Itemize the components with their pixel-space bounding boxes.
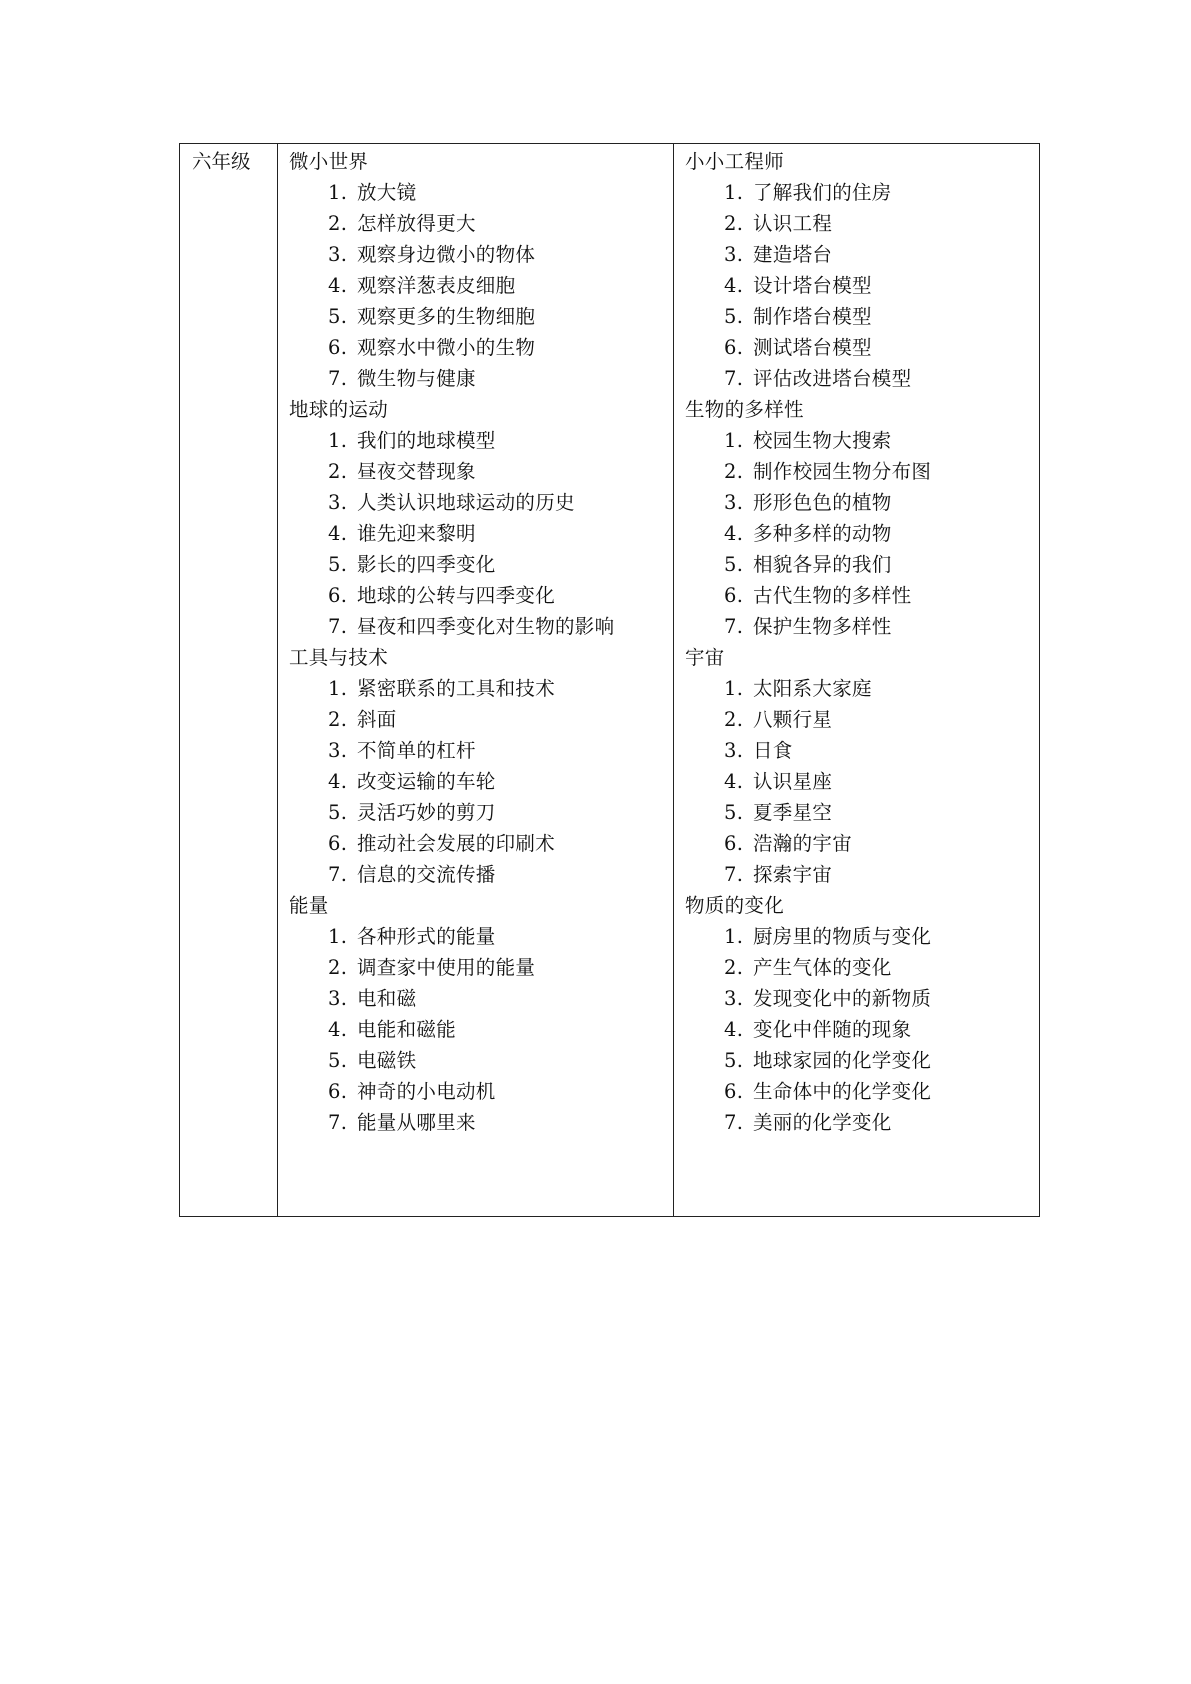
lesson-number: 5. xyxy=(724,305,744,328)
lesson-item xyxy=(289,859,673,890)
lesson-item xyxy=(685,766,1039,797)
lesson-title: 发现变化中的新物质 xyxy=(753,987,932,1010)
lesson-item xyxy=(685,270,1039,301)
lesson-item xyxy=(685,518,1039,549)
lesson-number: 4. xyxy=(724,1018,744,1041)
lesson-item xyxy=(685,549,1039,580)
lesson-title: 认识工程 xyxy=(753,212,833,235)
lesson-item xyxy=(289,177,673,208)
lesson-number: 3. xyxy=(724,491,744,514)
lesson-item xyxy=(685,735,1039,766)
lesson-item xyxy=(685,828,1039,859)
lesson-item xyxy=(289,1107,673,1138)
unit-title: 生物的多样性 xyxy=(685,398,804,421)
lesson-title: 人类认识地球运动的历史 xyxy=(357,491,575,514)
lesson-item xyxy=(289,766,673,797)
lesson-title: 生命体中的化学变化 xyxy=(753,1080,932,1103)
lesson-number: 7. xyxy=(328,615,348,638)
lesson-number: 2. xyxy=(328,212,348,235)
lesson-number: 5. xyxy=(724,553,744,576)
lesson-title: 制作校园生物分布图 xyxy=(753,460,932,483)
grade-label: 六年级 xyxy=(192,150,251,173)
lesson-item xyxy=(289,735,673,766)
lesson-number: 7. xyxy=(724,615,744,638)
unit-title: 能量 xyxy=(289,894,329,917)
unit-title: 地球的运动 xyxy=(289,398,389,421)
lesson-item xyxy=(685,952,1039,983)
lesson-number: 2. xyxy=(328,708,348,731)
lesson-number: 2. xyxy=(328,460,348,483)
lesson-title: 能量从哪里来 xyxy=(357,1111,476,1134)
lesson-item xyxy=(685,208,1039,239)
lesson-title: 了解我们的住房 xyxy=(753,181,892,204)
units-column-2 xyxy=(674,144,1039,1216)
lesson-number: 1. xyxy=(724,677,744,700)
lesson-title: 多种多样的动物 xyxy=(753,522,892,545)
lesson-number: 5. xyxy=(724,801,744,824)
curriculum-table xyxy=(179,143,1040,1217)
lesson-item xyxy=(289,673,673,704)
lesson-number: 7. xyxy=(328,863,348,886)
lesson-number: 4. xyxy=(724,522,744,545)
lesson-title: 日食 xyxy=(753,739,793,762)
unit-title: 宇宙 xyxy=(685,646,725,669)
lesson-item xyxy=(685,1107,1039,1138)
lesson-title: 信息的交流传播 xyxy=(357,863,496,886)
lesson-title: 怎样放得更大 xyxy=(357,212,476,235)
lesson-title: 浩瀚的宇宙 xyxy=(753,832,853,855)
lesson-number: 3. xyxy=(724,739,744,762)
lesson-item xyxy=(685,1014,1039,1045)
lesson-item xyxy=(685,456,1039,487)
lesson-title: 太阳系大家庭 xyxy=(753,677,872,700)
lesson-item xyxy=(289,456,673,487)
lesson-number: 3. xyxy=(724,987,744,1010)
lesson-item xyxy=(289,518,673,549)
lesson-number: 4. xyxy=(328,522,348,545)
lesson-number: 4. xyxy=(328,274,348,297)
lesson-title: 调查家中使用的能量 xyxy=(357,956,536,979)
lesson-title: 电磁铁 xyxy=(357,1049,417,1072)
lesson-title: 不简单的杠杆 xyxy=(357,739,476,762)
lesson-title: 八颗行星 xyxy=(753,708,833,731)
lesson-title: 探索宇宙 xyxy=(753,863,833,886)
lesson-number: 1. xyxy=(328,429,348,452)
lesson-number: 6. xyxy=(724,1080,744,1103)
lesson-number: 5. xyxy=(328,1049,348,1072)
lesson-number: 6. xyxy=(328,832,348,855)
lesson-number: 1. xyxy=(328,677,348,700)
lesson-item xyxy=(289,363,673,394)
lesson-item xyxy=(685,859,1039,890)
lesson-title: 昼夜和四季变化对生物的影响 xyxy=(357,615,615,638)
lesson-number: 5. xyxy=(328,305,348,328)
grade-cell xyxy=(180,144,278,1216)
lesson-number: 7. xyxy=(724,863,744,886)
lesson-title: 谁先迎来黎明 xyxy=(357,522,476,545)
lesson-number: 4. xyxy=(724,274,744,297)
lesson-number: 7. xyxy=(724,367,744,390)
lesson-item xyxy=(289,611,673,642)
lesson-number: 7. xyxy=(724,1111,744,1134)
lesson-item xyxy=(685,797,1039,828)
lesson-title: 形形色色的植物 xyxy=(753,491,892,514)
lesson-title: 评估改进塔台模型 xyxy=(753,367,912,390)
lesson-title: 影长的四季变化 xyxy=(357,553,496,576)
lesson-title: 电能和磁能 xyxy=(357,1018,457,1041)
lesson-number: 2. xyxy=(724,956,744,979)
lesson-title: 昼夜交替现象 xyxy=(357,460,476,483)
lesson-number: 4. xyxy=(328,1018,348,1041)
lesson-item xyxy=(685,673,1039,704)
lesson-item xyxy=(685,704,1039,735)
lesson-number: 7. xyxy=(328,1111,348,1134)
lesson-title: 观察洋葱表皮细胞 xyxy=(357,274,516,297)
lesson-number: 4. xyxy=(328,770,348,793)
lesson-number: 6. xyxy=(328,584,348,607)
lesson-number: 4. xyxy=(724,770,744,793)
unit-title: 工具与技术 xyxy=(289,646,389,669)
lesson-item xyxy=(685,301,1039,332)
lesson-item xyxy=(685,611,1039,642)
lesson-item xyxy=(685,983,1039,1014)
lesson-number: 5. xyxy=(724,1049,744,1072)
lesson-item xyxy=(685,177,1039,208)
lesson-number: 1. xyxy=(724,181,744,204)
lesson-item xyxy=(289,1076,673,1107)
lesson-number: 6. xyxy=(724,584,744,607)
lesson-title: 观察更多的生物细胞 xyxy=(357,305,536,328)
lesson-number: 3. xyxy=(328,739,348,762)
lesson-title: 认识星座 xyxy=(753,770,833,793)
lesson-item xyxy=(685,239,1039,270)
lesson-number: 1. xyxy=(724,429,744,452)
lesson-number: 6. xyxy=(328,1080,348,1103)
lesson-title: 斜面 xyxy=(357,708,397,731)
lesson-number: 2. xyxy=(724,212,744,235)
lesson-item xyxy=(289,332,673,363)
lesson-number: 6. xyxy=(724,832,744,855)
lesson-title: 古代生物的多样性 xyxy=(753,584,912,607)
lesson-number: 6. xyxy=(328,336,348,359)
lesson-item xyxy=(289,952,673,983)
lesson-item xyxy=(289,208,673,239)
lesson-number: 3. xyxy=(724,243,744,266)
lesson-number: 7. xyxy=(328,367,348,390)
lesson-item xyxy=(289,580,673,611)
lesson-number: 5. xyxy=(328,801,348,824)
lesson-title: 放大镜 xyxy=(357,181,417,204)
lesson-item xyxy=(685,487,1039,518)
lesson-title: 厨房里的物质与变化 xyxy=(753,925,932,948)
lesson-title: 变化中伴随的现象 xyxy=(753,1018,912,1041)
lesson-item xyxy=(289,828,673,859)
lesson-number: 2. xyxy=(724,708,744,731)
lesson-title: 地球家园的化学变化 xyxy=(753,1049,932,1072)
unit-title: 小小工程师 xyxy=(685,150,785,173)
lesson-item xyxy=(685,1076,1039,1107)
lesson-number: 3. xyxy=(328,987,348,1010)
lesson-title: 美丽的化学变化 xyxy=(753,1111,892,1134)
lesson-title: 观察水中微小的生物 xyxy=(357,336,536,359)
lesson-number: 1. xyxy=(328,925,348,948)
lesson-item xyxy=(685,921,1039,952)
lesson-title: 地球的公转与四季变化 xyxy=(357,584,556,607)
lesson-title: 相貌各异的我们 xyxy=(753,553,892,576)
lesson-title: 保护生物多样性 xyxy=(753,615,892,638)
lesson-title: 产生气体的变化 xyxy=(753,956,892,979)
lesson-item xyxy=(289,549,673,580)
lesson-title: 制作塔台模型 xyxy=(753,305,872,328)
lesson-item xyxy=(289,301,673,332)
units-column-1 xyxy=(278,144,674,1216)
lesson-item xyxy=(289,270,673,301)
lesson-item xyxy=(289,921,673,952)
lesson-title: 紧密联系的工具和技术 xyxy=(357,677,556,700)
lesson-number: 2. xyxy=(328,956,348,979)
lesson-item xyxy=(289,487,673,518)
lesson-item xyxy=(289,1045,673,1076)
lesson-item xyxy=(289,704,673,735)
lesson-number: 3. xyxy=(328,491,348,514)
lesson-title: 电和磁 xyxy=(357,987,417,1010)
lesson-item xyxy=(289,239,673,270)
lesson-title: 观察身边微小的物体 xyxy=(357,243,536,266)
lesson-title: 我们的地球模型 xyxy=(357,429,496,452)
lesson-number: 5. xyxy=(328,553,348,576)
lesson-item xyxy=(685,363,1039,394)
lesson-title: 测试塔台模型 xyxy=(753,336,872,359)
lesson-title: 夏季星空 xyxy=(753,801,833,824)
lesson-number: 6. xyxy=(724,336,744,359)
lesson-item xyxy=(289,425,673,456)
lesson-title: 校园生物大搜索 xyxy=(753,429,892,452)
lesson-number: 1. xyxy=(724,925,744,948)
lesson-title: 推动社会发展的印刷术 xyxy=(357,832,556,855)
lesson-number: 3. xyxy=(328,243,348,266)
lesson-title: 灵活巧妙的剪刀 xyxy=(357,801,496,824)
lesson-title: 改变运输的车轮 xyxy=(357,770,496,793)
lesson-title: 神奇的小电动机 xyxy=(357,1080,496,1103)
unit-title: 物质的变化 xyxy=(685,894,785,917)
lesson-title: 微生物与健康 xyxy=(357,367,476,390)
lesson-item xyxy=(685,332,1039,363)
lesson-item xyxy=(289,983,673,1014)
lesson-item xyxy=(289,1014,673,1045)
lesson-number: 1. xyxy=(328,181,348,204)
lesson-title: 各种形式的能量 xyxy=(357,925,496,948)
lesson-number: 2. xyxy=(724,460,744,483)
lesson-item xyxy=(685,425,1039,456)
unit-title: 微小世界 xyxy=(289,150,369,173)
lesson-item xyxy=(289,797,673,828)
lesson-title: 建造塔台 xyxy=(753,243,833,266)
lesson-item xyxy=(685,1045,1039,1076)
lesson-item xyxy=(685,580,1039,611)
lesson-title: 设计塔台模型 xyxy=(753,274,872,297)
